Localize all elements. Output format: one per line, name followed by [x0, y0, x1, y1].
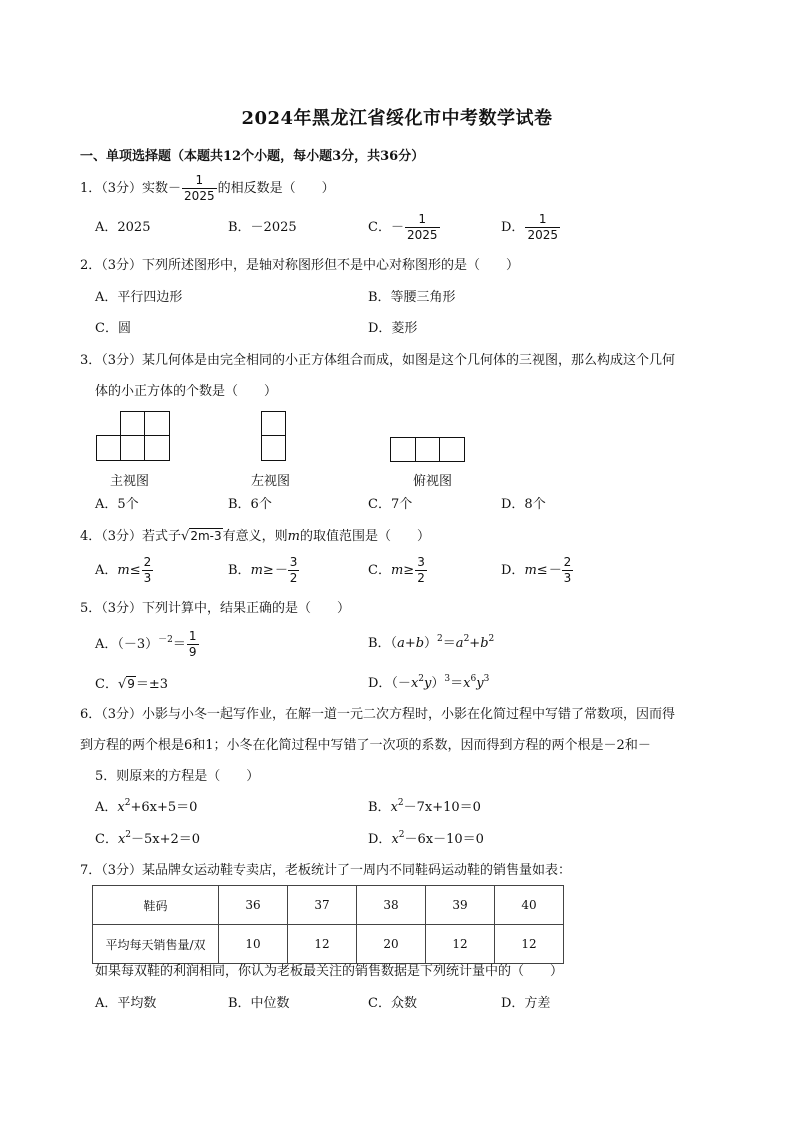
- question-1: [80, 173, 335, 204]
- table-cell: 37: [288, 886, 357, 925]
- question-2: 2．（3分）下列所述图形中，是轴对称图形但不是中心对称图形的是（ ）: [80, 258, 520, 273]
- question-4: 4．（3分）若式子√2m-3有意义，则m的取值范围是（ ）: [80, 529, 430, 544]
- left-view-caption: 左视图: [251, 474, 291, 489]
- table-cell: 40: [495, 886, 564, 925]
- q2-option-d: D．菱形: [368, 321, 418, 336]
- fraction: $\frac{1}{2025}$: [184, 173, 215, 203]
- q3-option-b: B．6个: [228, 497, 272, 512]
- q5-option-a: A．$(-3)^{-2}=$ $\frac{1}{9}$: [95, 629, 197, 659]
- q3-option-d: D．8个: [501, 497, 546, 512]
- section-heading: 一、单项选择题（本题共12个小题，每小题3分，共36分）: [80, 149, 425, 164]
- top-view-caption: 俯视图: [413, 474, 453, 489]
- q6-option-a: A．$x^2+6x+5=0$: [95, 798, 198, 815]
- table-cell: 平均每天销售量/双: [93, 925, 219, 964]
- question-3-line-2: 体的小正方体的个数是（ ）: [95, 384, 278, 399]
- q2-option-b: B．等腰三角形: [368, 290, 456, 305]
- q4-option-b: B．m≥－ $\frac{3}{2}$: [228, 555, 298, 585]
- question-7-followup: 如果每双鞋的利润相同，你认为老板最关注的销售数据是下列统计量中的（ ）: [95, 964, 564, 979]
- sales-table: [92, 885, 564, 964]
- page-title: 2024年黑龙江省绥化市中考数学试卷: [241, 108, 553, 129]
- radicand: 2m-3: [190, 529, 222, 543]
- question-3-line-1: 3．（3分）某几何体是由完全相同的小正方体组合而成，如图是这个几何体的三视图，那么构成这个几何: [80, 353, 676, 368]
- table-cell: 10: [219, 925, 288, 964]
- table-cell: 12: [288, 925, 357, 964]
- q7-option-c: C．众数: [368, 996, 417, 1011]
- table-cell: 36: [219, 886, 288, 925]
- q7-option-b: B．中位数: [228, 996, 290, 1011]
- table-cell: 38: [357, 886, 426, 925]
- q2-option-c: C．圆: [95, 321, 131, 336]
- q6-option-b: B．$x^2-7x+10=0$: [368, 798, 481, 815]
- q6-option-d: D．$x^2-6x-10=0$: [368, 830, 484, 847]
- q1-option-d: D． $\frac{1}{2025}$: [501, 212, 558, 242]
- question-5: 5．（3分）下列计算中，结果正确的是（ ）: [80, 601, 351, 616]
- question-1-prefix: 1．（3分）实数－: [80, 181, 182, 196]
- q4-option-c: C．m≥ $\frac{3}{2}$: [368, 555, 425, 585]
- q7-option-d: D．方差: [501, 996, 551, 1011]
- q1-option-c: C．－ $\frac{1}{2025}$: [368, 212, 438, 242]
- table-cell: 12: [426, 925, 495, 964]
- q6-option-c: C．$x^2-5x+2=0$: [95, 830, 201, 847]
- question-6-line-1: 6．（3分）小影与小冬一起写作业，在解一道一元二次方程时，小影在化简过程中写错了常数项，因而得: [80, 707, 676, 722]
- table-cell: 12: [495, 925, 564, 964]
- question-1-suffix: 的相反数是（ ）: [217, 181, 335, 196]
- table-cell: 20: [357, 925, 426, 964]
- q1-option-b: B．－2025: [228, 220, 297, 235]
- table-row: [93, 886, 564, 925]
- q4-option-a: A．m≤ $\frac{2}{3}$: [95, 555, 152, 585]
- q5-option-c: C．√9＝±3: [95, 677, 169, 692]
- table-row: [93, 925, 564, 964]
- front-view-caption: 主视图: [110, 474, 150, 489]
- q2-option-a: A．平行四边形: [95, 290, 183, 305]
- q4-option-d: D．m≤－ $\frac{2}{3}$: [501, 555, 572, 585]
- q1-option-a: A．2025: [95, 220, 151, 235]
- question-7: 7．（3分）某品牌女运动鞋专卖店，老板统计了一周内不同鞋码运动鞋的销售量如表：: [80, 863, 572, 878]
- table-cell: 39: [426, 886, 495, 925]
- question-6-line-2: 到方程的两个根是6和1；小冬在化简过程中写错了一次项的系数，因而得到方程的两个根是－2和－: [80, 738, 651, 753]
- table-cell: 鞋码: [93, 886, 219, 925]
- q7-option-a: A．平均数: [95, 996, 157, 1011]
- q5-option-d: D．$(-x^2y)^3=x^6y^3$: [368, 674, 490, 691]
- question-6-line-3: 5．则原来的方程是（ ）: [95, 769, 260, 784]
- q5-option-b: B．$(a+b)^2=a^2+b^2$: [368, 634, 495, 651]
- q3-option-c: C．7个: [368, 497, 413, 512]
- q3-option-a: A．5个: [95, 497, 139, 512]
